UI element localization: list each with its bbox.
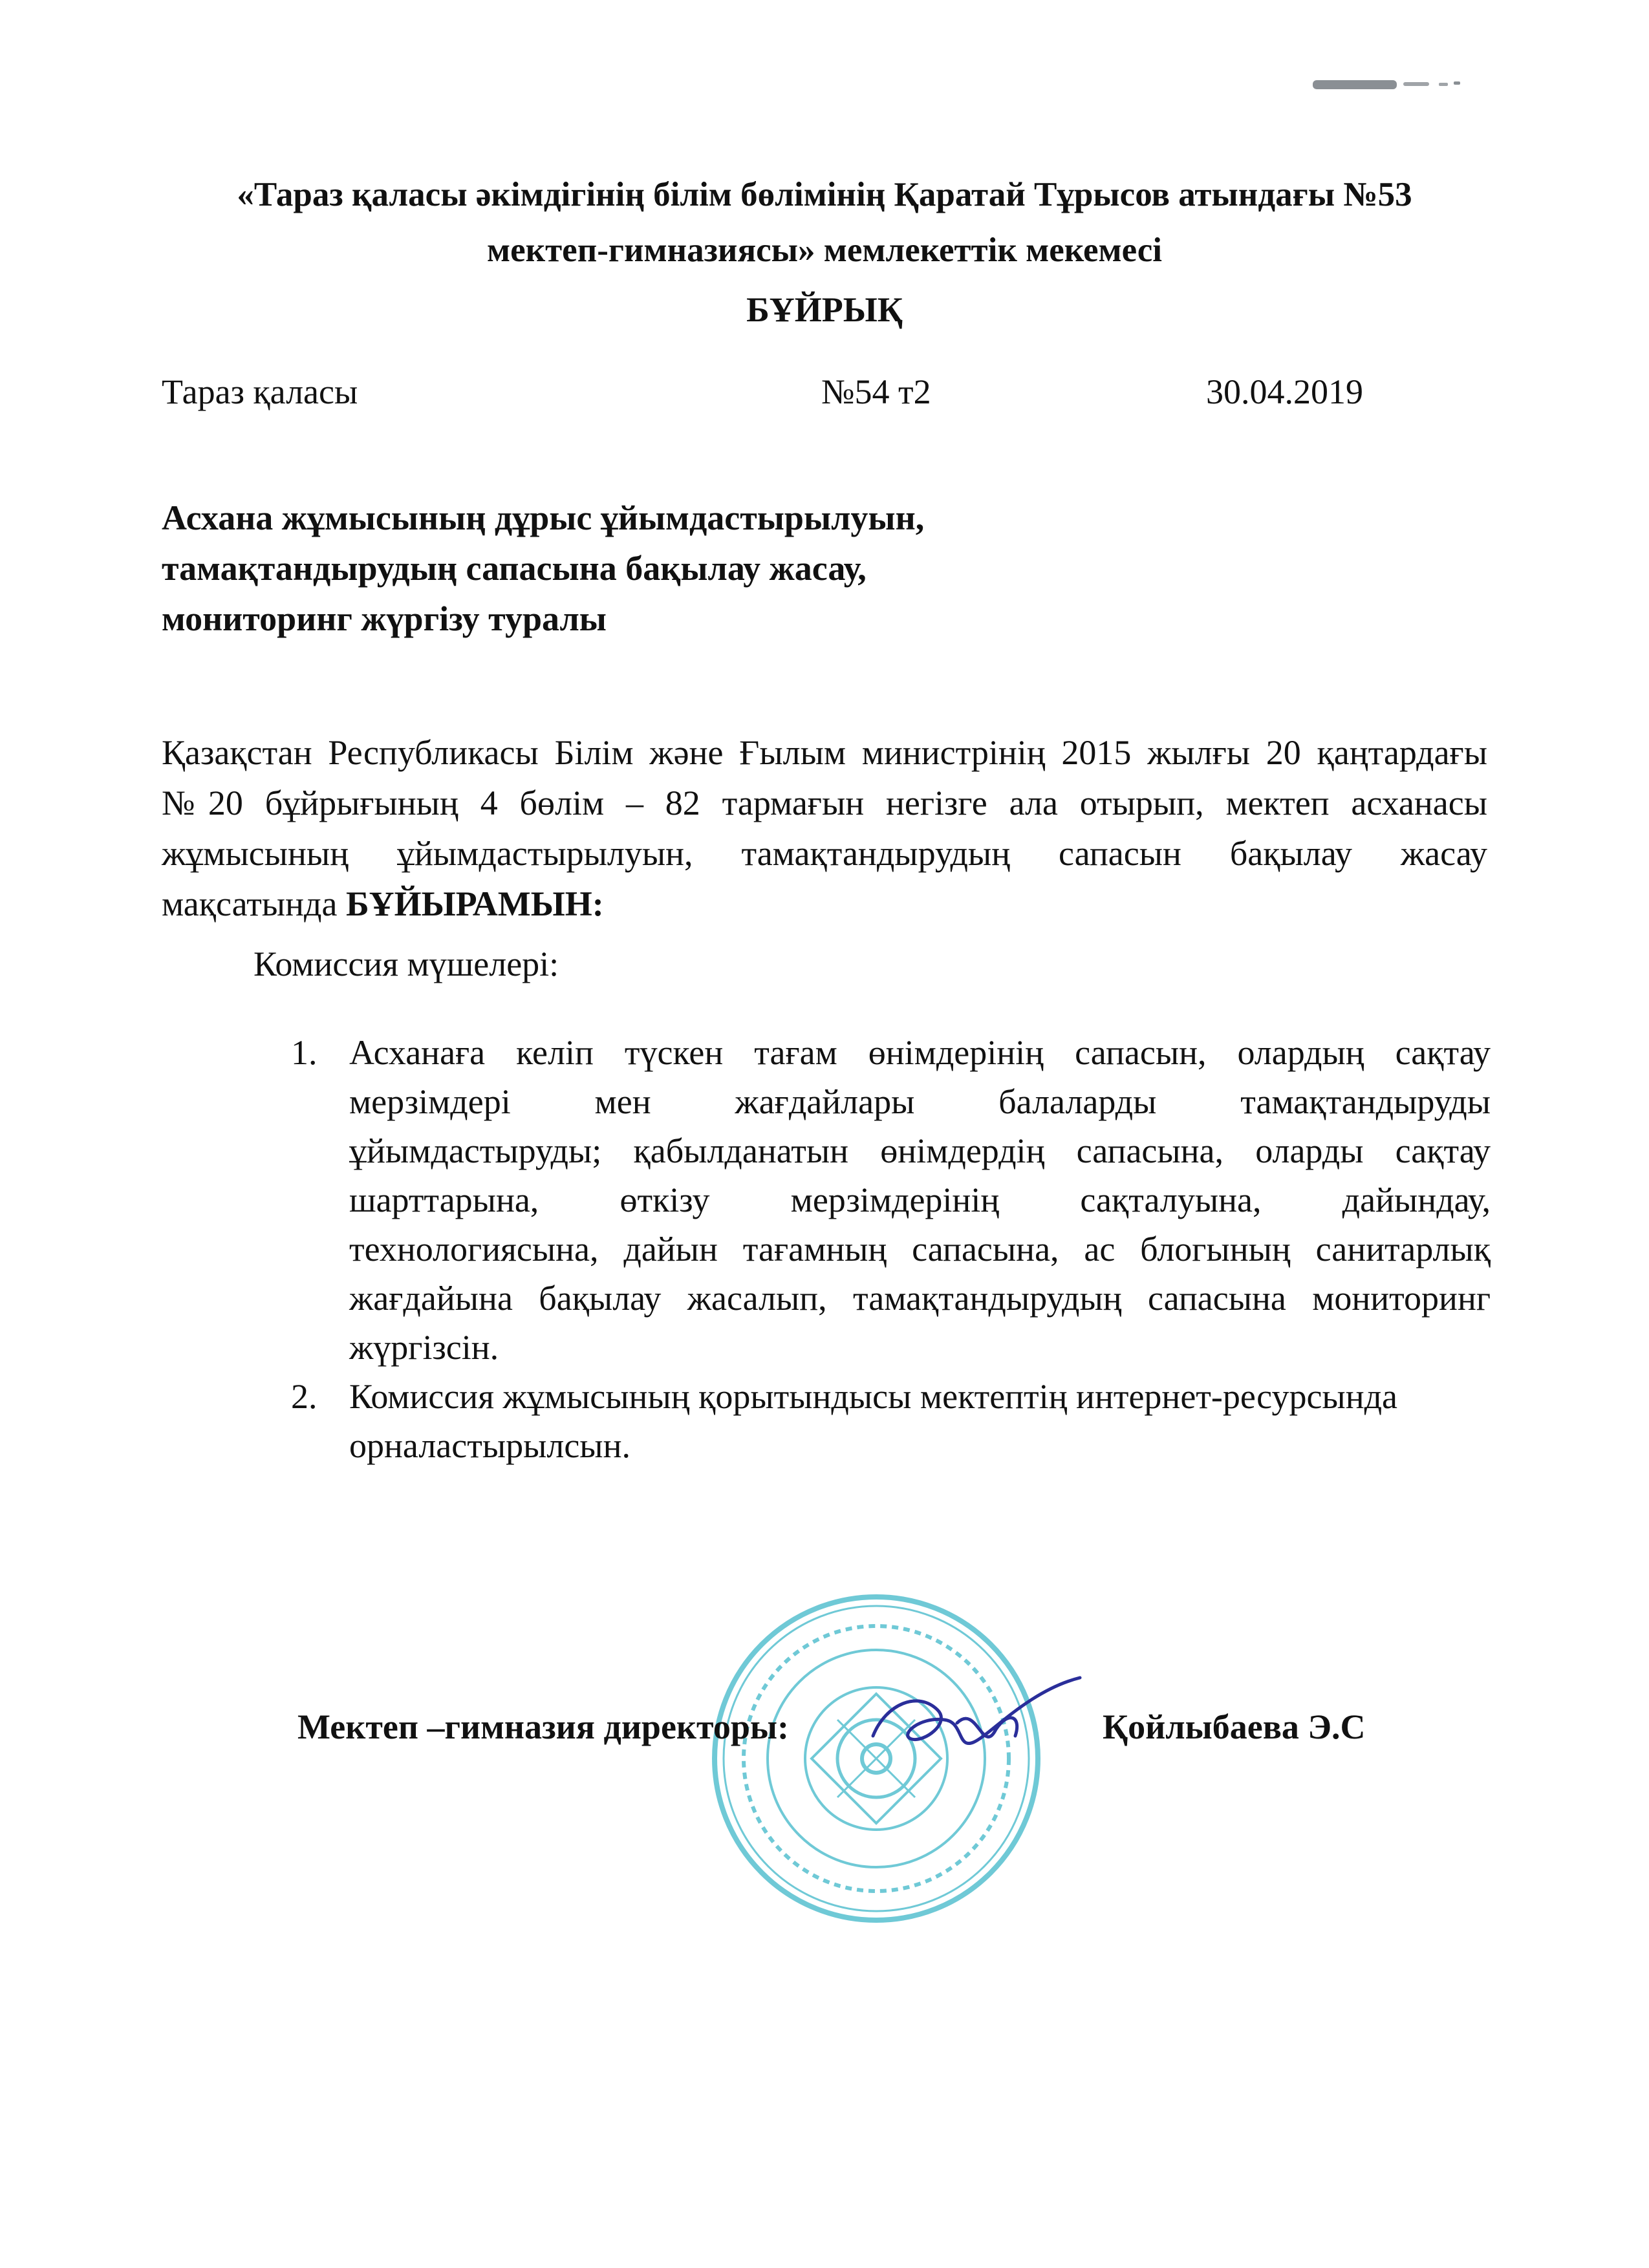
director-signature (860, 1665, 1093, 1775)
subject-line-1: Асхана жұмысының дұрыс ұйымдастырылуын, (162, 498, 925, 537)
preamble-line-4-prefix: мақсатында (162, 884, 346, 923)
document-number: №54 т2 (821, 372, 931, 411)
document-city: Тараз қаласы (162, 372, 358, 411)
item-line: шарттарына, өткізу мерзімдерінің сақталуына, дайындау, (349, 1181, 1491, 1219)
preamble-line-4 (162, 879, 1487, 929)
scan-smudge (1313, 76, 1468, 92)
item-line: жағдайына бақылау жасалып, тамақтандырудың сапасына мониторинг (349, 1279, 1491, 1318)
organization-line-2: мектеп-гимназиясы» мемлекеттік мекемесі (486, 231, 1162, 269)
item-number: 1. (291, 1033, 318, 1072)
signatory-name: Қойлыбаева Э.С (1103, 1707, 1366, 1746)
item-line: Комиссия жұмысының қорытындысы мектептің интернет-ресурсында (349, 1377, 1398, 1416)
item-line: Асханаға келіп түскен тағам өнімдерінің сапасын, олардың сақтау (349, 1033, 1491, 1072)
preamble-line-3: жұмысының ұйымдастырылуын, тамақтандырудың сапасын бақылау жасау (162, 834, 1487, 873)
item-line: орналастырылсын. (349, 1426, 630, 1465)
document-type: БҰЙРЫҚ (746, 290, 903, 329)
item-line: жүргізсін. (349, 1328, 499, 1367)
order-item (291, 1028, 1491, 1372)
order-item (291, 1372, 1491, 1470)
subject-line-2: тамақтандырудың сапасына бақылау жасау, (162, 549, 867, 588)
preamble-paragraph (162, 727, 1487, 929)
preamble-line-2: №20 бұйрығының 4 бөлім – 82 тармағын негізге ала отырып, мектеп асханасы (162, 784, 1487, 822)
order-items-list (291, 1028, 1491, 1470)
document-date: 30.04.2019 (1206, 372, 1363, 411)
document-subject (162, 493, 1132, 644)
commission-label: Комиссия мүшелері: (253, 945, 559, 983)
signatory-title: Мектеп –гимназия директоры: (297, 1707, 790, 1746)
organization-title (162, 167, 1487, 278)
preamble-line-1: Қазақстан Республикасы Білім және Ғылым министрінің 2015 жылғы 20 қаңтардағы (162, 733, 1487, 772)
item-line: технологиясына, дайын тағамның сапасына, ас блогының санитарлық (349, 1230, 1491, 1268)
item-line: ұйымдастыруды; қабылданатын өнімдердің сапасына, оларды сақтау (349, 1131, 1491, 1170)
subject-line-3: мониторинг жүргізу туралы (162, 599, 607, 638)
organization-line-1: «Тараз қаласы әкімдігінің білім бөлімінің Қаратай Тұрысов атындағы №53 (237, 176, 1412, 213)
order-word: БҰЙЫРАМЫН: (345, 884, 604, 923)
item-line: мерзімдері мен жағдайлары балаларды тамақтандыруды (349, 1082, 1491, 1121)
item-number: 2. (291, 1377, 318, 1416)
